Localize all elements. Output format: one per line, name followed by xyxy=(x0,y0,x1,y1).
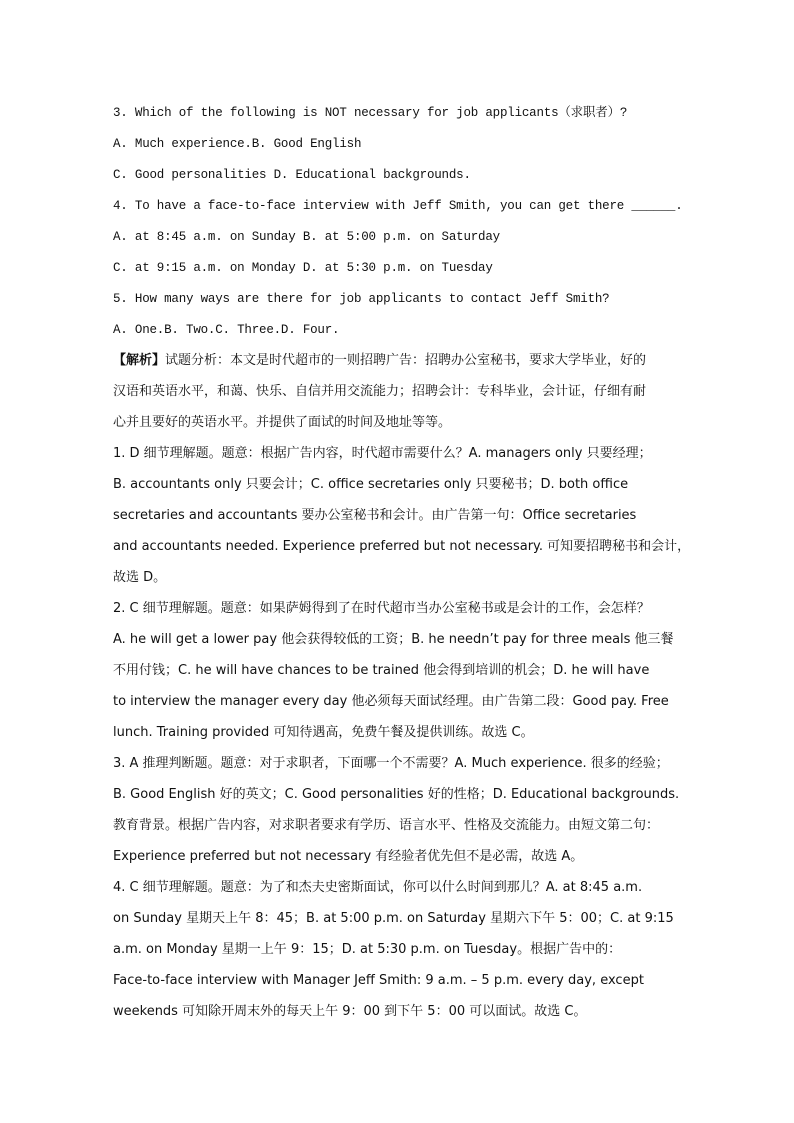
analysis-line: to interview the manager every day 他必须每天面试经理。由广告第二段：Good pay. Free xyxy=(113,694,669,709)
analysis-tag: 【解析】 xyxy=(113,353,166,368)
analysis-line: a.m. on Monday 星期一上午 9：15；D. at 5:30 p.m. on Tuesday。根据广告中的： xyxy=(113,942,622,957)
question-4-stem: 4. To have a face-to-face interview with Jeff Smith, you can get there ______. xyxy=(113,199,683,213)
analysis-line: secretaries and accountants 要办公室秘书和会计。由广告第一句：Office secretaries xyxy=(113,508,637,523)
analysis-line: Experience preferred but not necessary 有经验者优先但不是必需，故选 A。 xyxy=(113,849,584,864)
analysis-line: 1. D 细节理解题。题意：根据广告内容，时代超市需要什么？A. managers only 只要经理； xyxy=(113,446,652,461)
analysis-line: 教育背景。根据广告内容，对求职者要求有学历、语言水平、性格及交流能力。由短文第二句： xyxy=(113,818,660,833)
analysis-line: 2. C 细节理解题。题意：如果萨姆得到了在时代超市当办公室秘书或是会计的工作，会怎样？ xyxy=(113,601,650,616)
analysis-text: 试题分析：本文是时代超市的一则招聘广告：招聘办公室秘书，要求大学毕业，好的 xyxy=(165,353,647,368)
analysis-line: 故选 D。 xyxy=(113,570,167,585)
analysis-line: weekends 可知除开周末外的每天上午 9：00 到下午 5：00 可以面试。故选 C。 xyxy=(113,1004,587,1019)
question-3-stem: 3. Which of the following is NOT necessary for job applicants（求职者）? xyxy=(113,106,628,120)
document-page xyxy=(113,100,691,1030)
question-4-options-line-1: A. at 8:45 a.m. on Sunday B. at 5:00 p.m. on Saturday xyxy=(113,230,500,244)
analysis-line: lunch. Training provided 可知待遇高，免费午餐及提供训练。故选 C。 xyxy=(113,725,534,740)
analysis-line: 不用付钱；C. he will have chances to be trained 他会得到培训的机会；D. he will have xyxy=(113,663,650,678)
question-4-options-line-2: C. at 9:15 a.m. on Monday D. at 5:30 p.m. on Tuesday xyxy=(113,261,493,275)
analysis-line: A. he will get a lower pay 他会获得较低的工资；B. he needn’t pay for three meals 他三餐 xyxy=(113,632,674,647)
analysis-line: B. accountants only 只要会计；C. office secretaries only 只要秘书；D. both office xyxy=(113,477,629,492)
analysis-line: on Sunday 星期天上午 8：45；B. at 5:00 p.m. on Saturday 星期六下午 5：00；C. at 9:15 xyxy=(113,911,674,926)
analysis-line: Face-to-face interview with Manager Jeff Smith: 9 a.m. – 5 p.m. every day, except xyxy=(113,973,644,988)
analysis-line: B. Good English 好的英文；C. Good personalities 好的性格；D. Educational backgrounds. xyxy=(113,787,680,802)
question-5-options-line-1: A. One.B. Two.C. Three.D. Four. xyxy=(113,323,340,337)
analysis-line: 3. A 推理判断题。题意：对于求职者，下面哪一个不需要？A. Much experience. 很多的经验； xyxy=(113,756,669,771)
analysis-line: and accountants needed. Experience preferred but not necessary. 可知要招聘秘书和会计， xyxy=(113,539,691,554)
question-5-stem: 5. How many ways are there for job applicants to contact Jeff Smith? xyxy=(113,292,610,306)
analysis-line: 心并且要好的英语水平。并提供了面试的时间及地址等等。 xyxy=(113,415,452,430)
question-3-options-line-1: A. Much experience.B. Good English xyxy=(113,137,362,151)
analysis-line: 4. C 细节理解题。题意：为了和杰夫史密斯面试，你可以什么时间到那儿？A. at 8:45 a.m. xyxy=(113,880,643,895)
question-3-options-line-2: C. Good personalities D. Educational backgrounds. xyxy=(113,168,471,182)
analysis-line: 汉语和英语水平，和蔼、快乐、自信并用交流能力；招聘会计：专科毕业，会计证，仔细有耐 xyxy=(113,384,647,399)
analysis-line xyxy=(113,348,685,379)
